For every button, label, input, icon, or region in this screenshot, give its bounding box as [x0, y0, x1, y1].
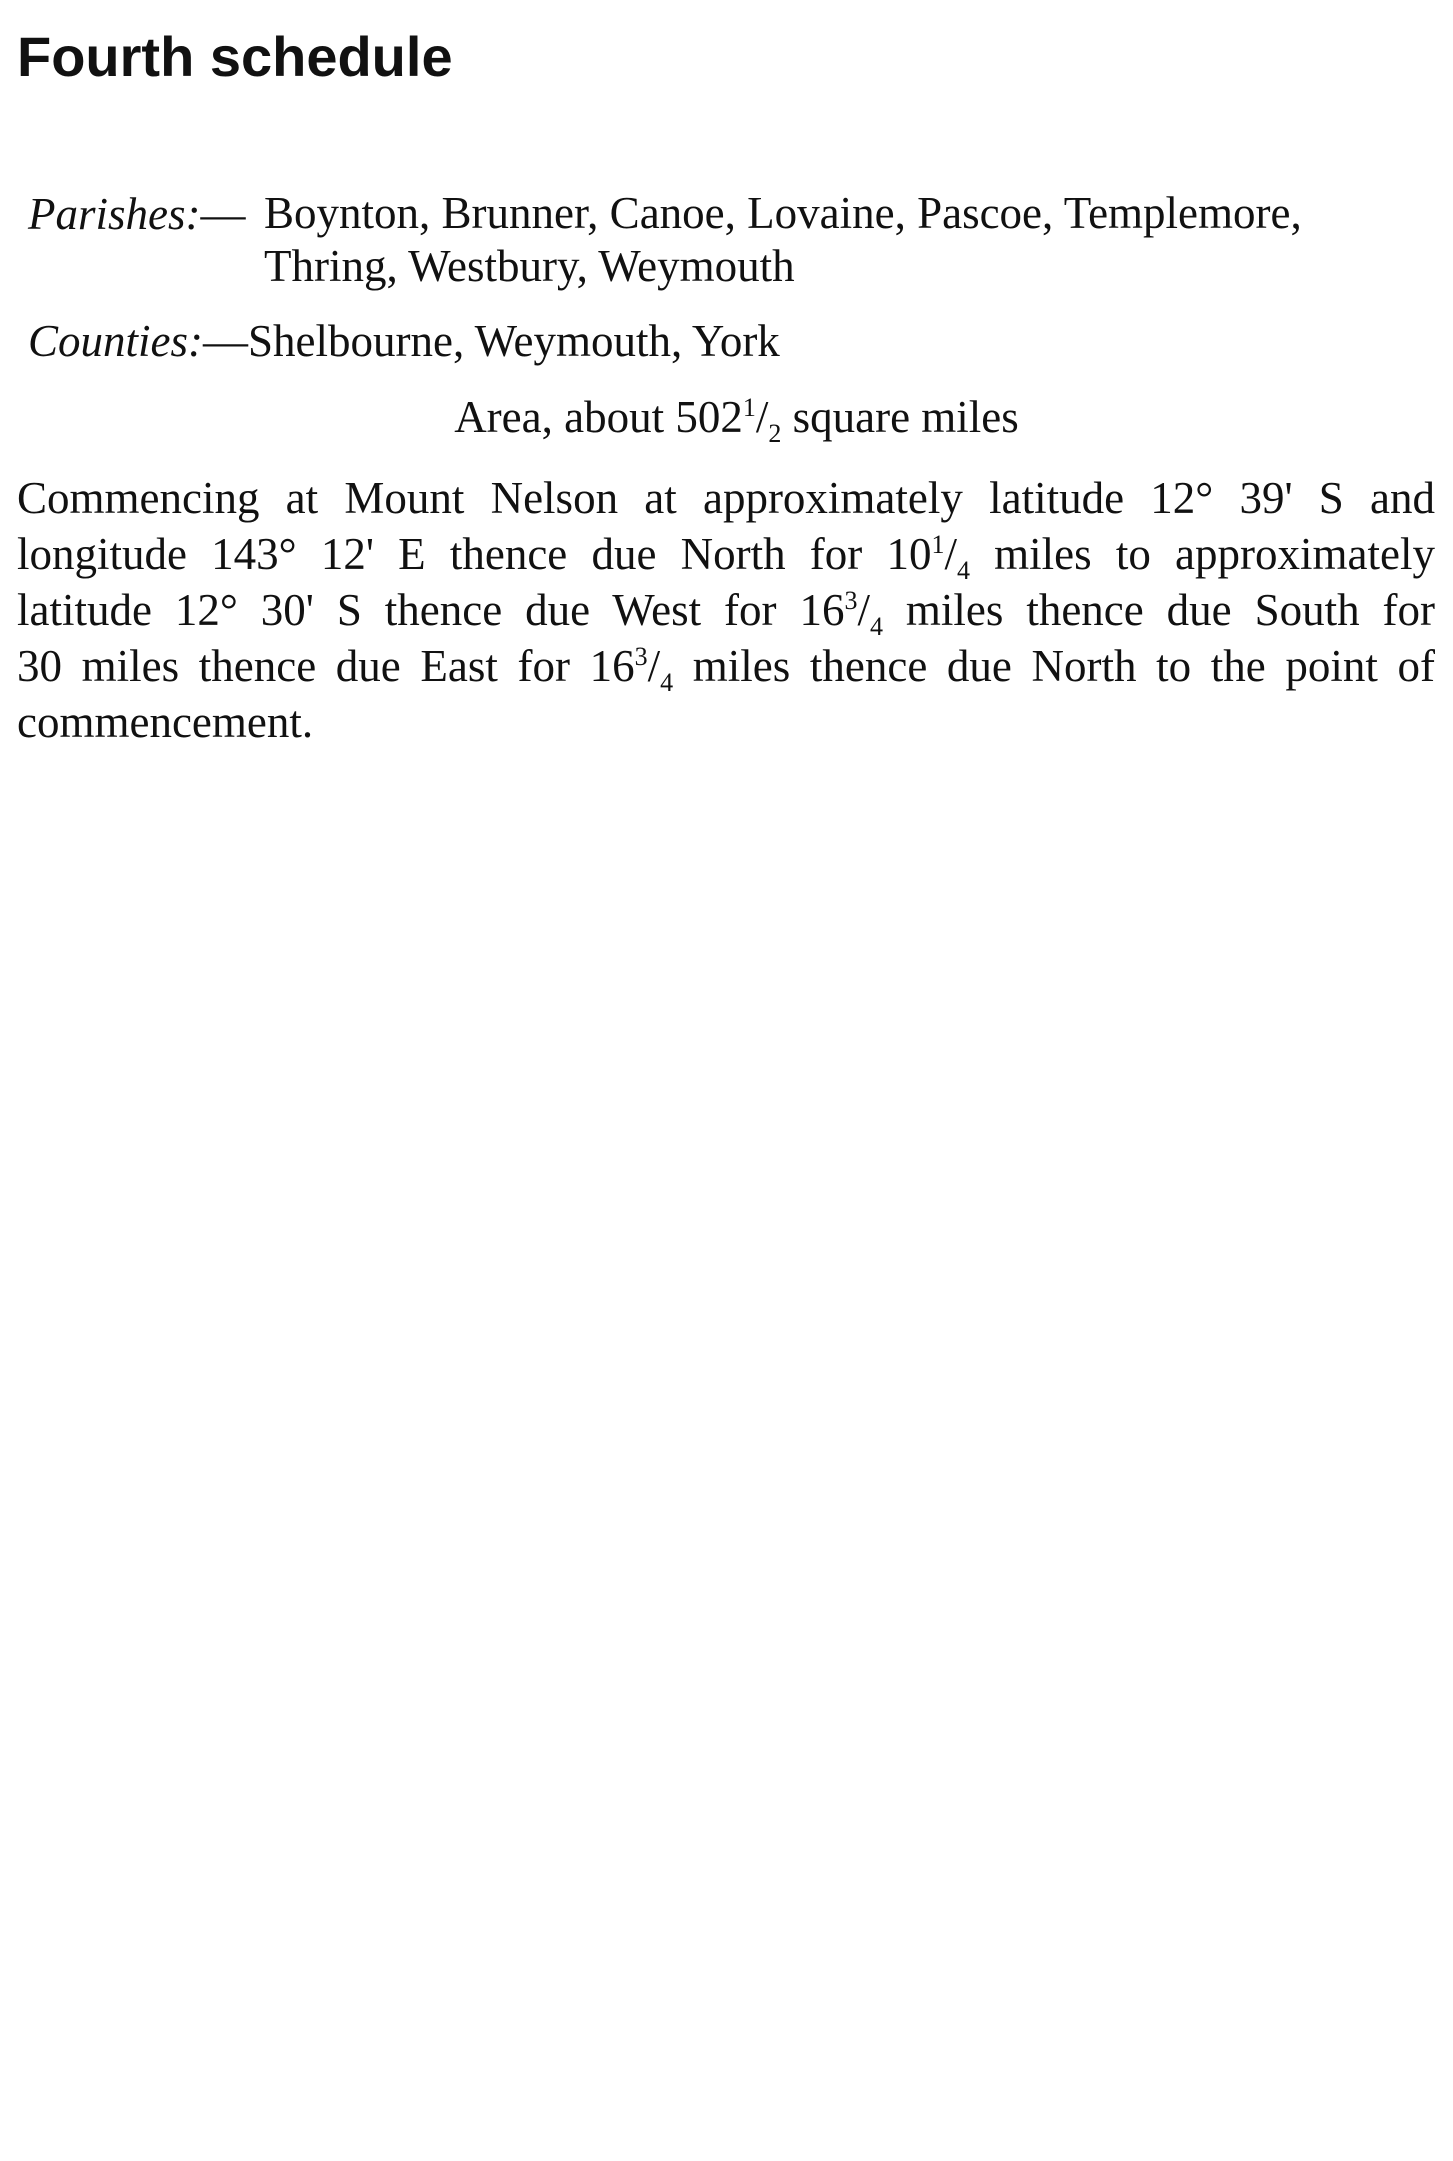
fraction-denominator: 4 — [660, 668, 674, 697]
fraction-denominator: 4 — [956, 556, 970, 585]
counties-dash: — — [203, 316, 248, 366]
area-fraction-numerator: 1 — [742, 393, 756, 422]
area-prefix: Area, about 502 — [454, 392, 743, 442]
boundary-description — [17, 470, 1435, 750]
description-line-3-start: latitude 12° 30' S thence due West for 16 — [17, 585, 845, 635]
area-text: Area, about $502^1/_2$ square miles — [454, 392, 1019, 448]
area-line — [0, 391, 1453, 448]
description-line-2: longitude 143° 12' E thence due North for $10^1/_4$ miles to approximately — [17, 529, 1435, 585]
description-line-4-end: miles thence due North to the point of — [673, 641, 1435, 691]
parishes-label-text: Parishes: — [28, 189, 201, 239]
fraction-numerator: 3 — [844, 586, 858, 615]
area-suffix: square miles — [781, 392, 1019, 442]
parishes-list-line-1: Boynton, Brunner, Canoe, Lovaine, Pascoe, Templemore, — [264, 188, 1302, 238]
description-line-1: Commencing at Mount Nelson at approximately latitude 12° 39' S and — [17, 473, 1435, 523]
description-line-2-start: longitude 143° 12' E thence due North for 10 — [17, 529, 932, 579]
description-line-3: latitude 12° 30' S thence due West for $16^3/_4$ miles thence due South for — [17, 585, 1436, 641]
fraction-denominator: 4 — [869, 612, 883, 641]
counties-label: Counties: — [28, 316, 203, 366]
description-line-2-end: miles to approximately — [969, 529, 1435, 579]
description-line-4: 30 miles thence due East for $16^3/_4$ miles thence due North to the point of — [17, 641, 1435, 697]
description-line-5: commencement. — [17, 697, 314, 747]
fraction-numerator: 3 — [634, 642, 648, 671]
page-title: Fourth schedule — [17, 25, 453, 88]
fraction-numerator: 1 — [931, 530, 945, 559]
counties-row — [28, 315, 780, 367]
parishes-label — [28, 188, 246, 240]
parishes-list-line-2: Thring, Westbury, Weymouth — [264, 241, 795, 291]
description-line-3-end: miles thence due South for — [882, 585, 1436, 635]
counties-list: Shelbourne, Weymouth, York — [248, 316, 780, 366]
area-fraction-denominator: 2 — [768, 419, 782, 448]
parishes-dash: — — [200, 189, 246, 239]
description-line-4-start: 30 miles thence due East for 16 — [17, 641, 635, 691]
